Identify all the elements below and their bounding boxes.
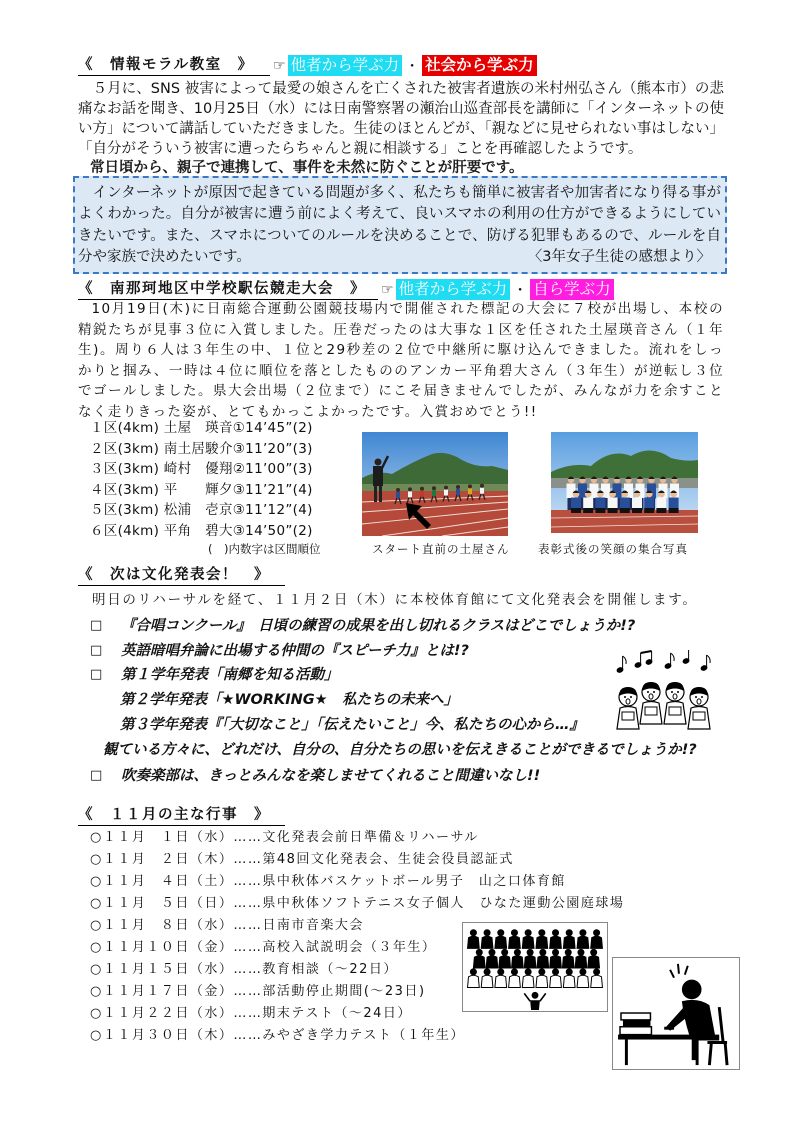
choir-figure — [550, 949, 562, 968]
start-photo — [362, 432, 508, 536]
checkbox-bullet: □ — [90, 643, 103, 658]
choir-figure — [524, 949, 536, 968]
culture-item-speech: 英語暗唱弁論に出場する仲間の『スピーチ力』とは!? — [121, 643, 469, 659]
checkbox-bullet: □ — [90, 768, 103, 783]
choir-icon — [462, 922, 608, 1012]
choir-figure — [577, 968, 589, 987]
culture-item-message: 観ている方々に、どれだけ、自分の、自分たちの思いを伝えきることができるでしょうか!? — [103, 742, 697, 758]
choir-figure — [473, 949, 485, 968]
choir-figure — [509, 968, 521, 987]
culture-section-header — [78, 565, 285, 586]
relay-result-row: １区(4km) 土屋 瑛音①14’45”(2) — [90, 420, 313, 436]
choir-figure — [562, 949, 574, 968]
culture-item-grade1: 第１学年発表「南郷を知る活動」 — [121, 667, 339, 683]
desk-leg — [625, 1040, 628, 1066]
culture-item-chorus: 『合唱コンクール』 日頃の練習の成果を出し切れるクラスはどこでしょうか!? — [121, 618, 636, 634]
event-row: ○１１月 ４日（土）……県中秋体バスケットボール男子 山之口体育館 — [90, 874, 566, 889]
event-row: ○１１月２２日（水）……期末テスト（～24日） — [90, 1006, 412, 1021]
ekiden-body: 10月19日(木)に日南総合運動公園競技場内で開催された標記の大会に７校が出場し、本校の精鋭たちが見事３位に入賞しました。圧巻だったのは大事な１区を任された土屋瑛音さん（１年生)。周り６人は３年生の中、１位と29秒差の２位で中継所に駆け込んできました。流れをしっかりと掴み、一時は４位に順位を落としたもののアンカー平角碧大さん（３年生）が逆転し３位でゴールしました。県大会出場（２位まで）にこそ届きませんでしたが、みんなが力を余すことなく走りきった姿が、とてもかっこよかったです。入賞おめでとう!! — [78, 301, 724, 420]
student-quote-box — [73, 176, 727, 274]
choir-figure — [575, 949, 587, 968]
relay-result-row: ４区(3km) 平 輝夕③11’21”(4) — [90, 481, 313, 498]
choir-illustration — [463, 923, 607, 1011]
group-photo-image — [551, 432, 698, 533]
moral-body: ５月に、SNS 被害によって最愛の娘さんを亡くされた被害者遺族の米村州弘さん（熊本市）の悲痛なお話を聞き、10月25日（水）には日南警察署の瀬治山巡査部長を講師に「インターネットの使い方」について講話していただきました。生徒のほとんどが、「親などに見せられない事はしない」「自分がそういう被害に遭ったらちゃんと親に相談する」ことを再確認したようです。 — [78, 81, 724, 157]
music-notes-icon — [612, 650, 716, 732]
group-photo-caption: 表彰式後の笑顔の集合写真 — [538, 542, 688, 556]
checkbox-bullet: □ — [90, 667, 103, 682]
culture-section-title: 《 次は文化発表会！ 》 — [78, 566, 285, 586]
culture-item-grade3: 第３学年発表『「大切なこと」「伝えたいこと」今、私たちの心から…』 — [120, 717, 584, 733]
event-row: ○１１月 １日（水）……文化発表会前日準備＆リハーサル — [90, 830, 479, 845]
choir-figure — [591, 968, 603, 987]
relay-result-row: ２区(3km) 南土居駿介③11’20”(3) — [90, 440, 313, 457]
choir-figure — [537, 949, 549, 968]
tag-learn-from-others: 他者から学ぶ力 — [288, 55, 403, 76]
start-photo-caption: スタート直前の土屋さん — [372, 542, 510, 556]
choir-figure — [495, 968, 507, 987]
results-note: ( )内数字は区間順位 — [208, 542, 321, 556]
choir-figure — [509, 929, 521, 948]
tag-learn-from-others: 他者から学ぶ力 — [396, 279, 511, 300]
event-row: ○１１月１５日（水）……教育相談（～22日） — [90, 962, 398, 977]
choir-figure — [499, 949, 511, 968]
relay-result-row: ６区(4km) 平角 碧大③14’50”(2) — [90, 522, 313, 539]
student-quote-text: インターネットが原因で起きている問題が多く、私たちも簡単に被害者や加害者になり得る事がよくわかった。自分が被害に遭う前によく考えて、良いスマホの利用の仕方ができるようにしていきたいです。また、スマホについてのルールを決めることで、防げる犯罪もあるので、ルールを自分や家族で決めたいです。 — [78, 185, 721, 265]
singing-child — [640, 682, 662, 724]
checkbox-bullet: □ — [90, 618, 103, 633]
choir-figure — [522, 968, 534, 987]
event-row: ○１１月 ８日（水）……日南市音楽大会 — [90, 918, 364, 933]
choir-figure — [588, 949, 600, 968]
pointing-hand-icon: ☞ — [273, 57, 286, 74]
moral-emphasis: 常日頃から、親子で連携して、事件を未然に防ぐことが肝要です。 — [90, 160, 524, 176]
event-row: ○１１月３０日（木）……みやざき学力テスト（１年生） — [90, 1028, 465, 1043]
choir-figure — [591, 929, 603, 948]
moral-section-title: 《 情報モラル教室 》 — [78, 56, 270, 76]
relay-results-list — [90, 418, 313, 542]
music-notes — [616, 650, 710, 673]
event-row: ○１１月１７日（金）……部活動停止期間(～23日) — [90, 984, 426, 999]
ekiden-section-header — [78, 279, 614, 300]
choir-figure — [563, 968, 575, 987]
choir-figure — [550, 968, 562, 987]
choir-figure — [577, 929, 589, 948]
choir-figure — [563, 929, 575, 948]
choir-figure — [536, 968, 548, 987]
moral-section-header — [78, 55, 537, 76]
tag-self-learning: 自ら学ぶ力 — [530, 279, 614, 300]
event-row: ○１１月１０日（金）……高校入試説明会（３年生） — [90, 940, 437, 955]
tag-separator: ・ — [405, 58, 420, 75]
events-section-header — [78, 805, 285, 826]
relay-result-row: ５区(3km) 松浦 壱京③11’12”(4) — [90, 502, 313, 519]
start-photo-image — [362, 432, 508, 536]
singing-children-illustration — [612, 650, 716, 732]
event-row: ○１１月 ５日（日）……県中秋体ソフトテニス女子個人 ひなた運動公園庭球場 — [90, 896, 625, 911]
running-track — [551, 510, 698, 533]
relay-result-row: ３区(3km) 崎村 優翔②11’00”(3) — [90, 461, 313, 478]
singing-child — [664, 682, 686, 724]
singing-child — [617, 687, 639, 729]
book-stack — [620, 1013, 651, 1035]
student-quote-source: 〈3年女子生徒の感想より〉 — [527, 249, 711, 265]
choir-figure — [536, 929, 548, 948]
choir-figure — [481, 929, 493, 948]
pointing-hand-icon: ☞ — [381, 281, 394, 298]
thinking-marks — [670, 964, 688, 978]
culture-item-band: 吹奏楽部は、きっとみんなを楽しませてくれること間違いなし!! — [121, 768, 541, 784]
tag-learn-from-society: 社会から学ぶ力 — [422, 55, 537, 76]
choir-figure — [481, 968, 493, 987]
culture-intro: 明日のリハーサルを経て、１１月２日（木）に本校体育館にて文化発表会を開催します。 — [92, 592, 698, 608]
conductor-figure — [524, 992, 546, 1010]
tag-separator: ・ — [513, 282, 528, 299]
studying-person-icon — [612, 957, 740, 1070]
choir-figure — [512, 949, 524, 968]
group-photo — [551, 432, 698, 533]
ekiden-section-title: 《 南那珂地区中学校駅伝競走大会 》 — [78, 280, 378, 300]
events-section-title: 《 １１月の主な行事 》 — [78, 806, 285, 826]
choir-figure — [486, 949, 498, 968]
event-row: ○１１月 ２日（木）……第48回文化発表会、生徒会役員認証式 — [90, 852, 514, 867]
singing-child — [688, 687, 710, 729]
choir-figure — [468, 968, 480, 987]
choir-figure — [550, 929, 562, 948]
choir-figure — [468, 929, 480, 948]
choir-figure — [522, 929, 534, 948]
studying-person-illustration — [613, 958, 739, 1069]
culture-item-grade2: 第２学年発表「★WORKING★ 私たちの未来へ」 — [120, 692, 459, 708]
choir-figure — [495, 929, 507, 948]
